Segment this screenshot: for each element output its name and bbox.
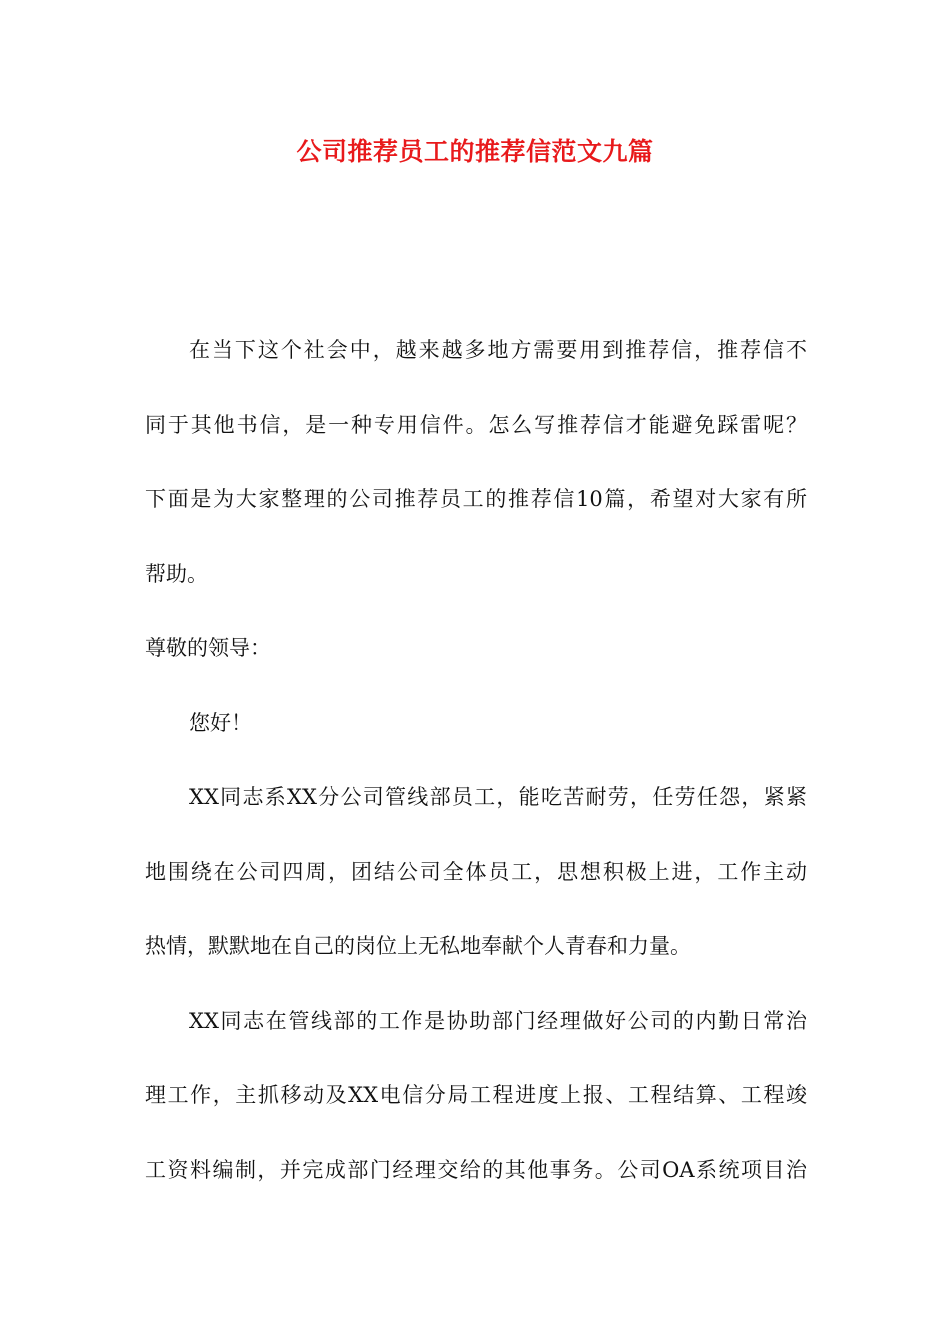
paragraph-line: 热情，默默地在自己的岗位上无私地奉献个人青春和力量。 xyxy=(145,934,691,958)
paragraph-line: XX同志在管线部的工作是协助部门经理做好公司的内勤日常治 xyxy=(189,1008,807,1033)
paragraph-line: 在当下这个社会中，越来越多地方需要用到推荐信，推荐信不 xyxy=(189,338,807,362)
paragraph-line: 地围绕在公司四周，团结公司全体员工，思想积极上进，工作主动 xyxy=(145,859,807,884)
paragraph-line: 理工作，主抓移动及XX电信分局工程进度上报、工程结算、工程竣 xyxy=(145,1083,807,1107)
paragraph-line: 下面是为大家整理的公司推荐员工的推荐信10篇，希望对大家有所 xyxy=(145,487,807,511)
paragraph-line: XX同志系XX分公司管线部员工，能吃苦耐劳，任劳任怨，紧紧 xyxy=(189,785,807,809)
paragraph-line: 工资料编制，并完成部门经理交给的其他事务。公司OA系统项目治 xyxy=(145,1157,807,1182)
document-title: 公司推荐员工的推荐信范文九篇 xyxy=(296,137,654,166)
paragraph-line: 同于其他书信，是一种专用信件。怎么写推荐信才能避免踩雷呢？ xyxy=(145,412,807,437)
paragraph-line: 帮助。 xyxy=(145,561,208,586)
salutation-line: 尊敬的领导： xyxy=(145,636,271,660)
document-body xyxy=(145,313,807,1207)
greeting-line: 您好！ xyxy=(189,710,252,735)
